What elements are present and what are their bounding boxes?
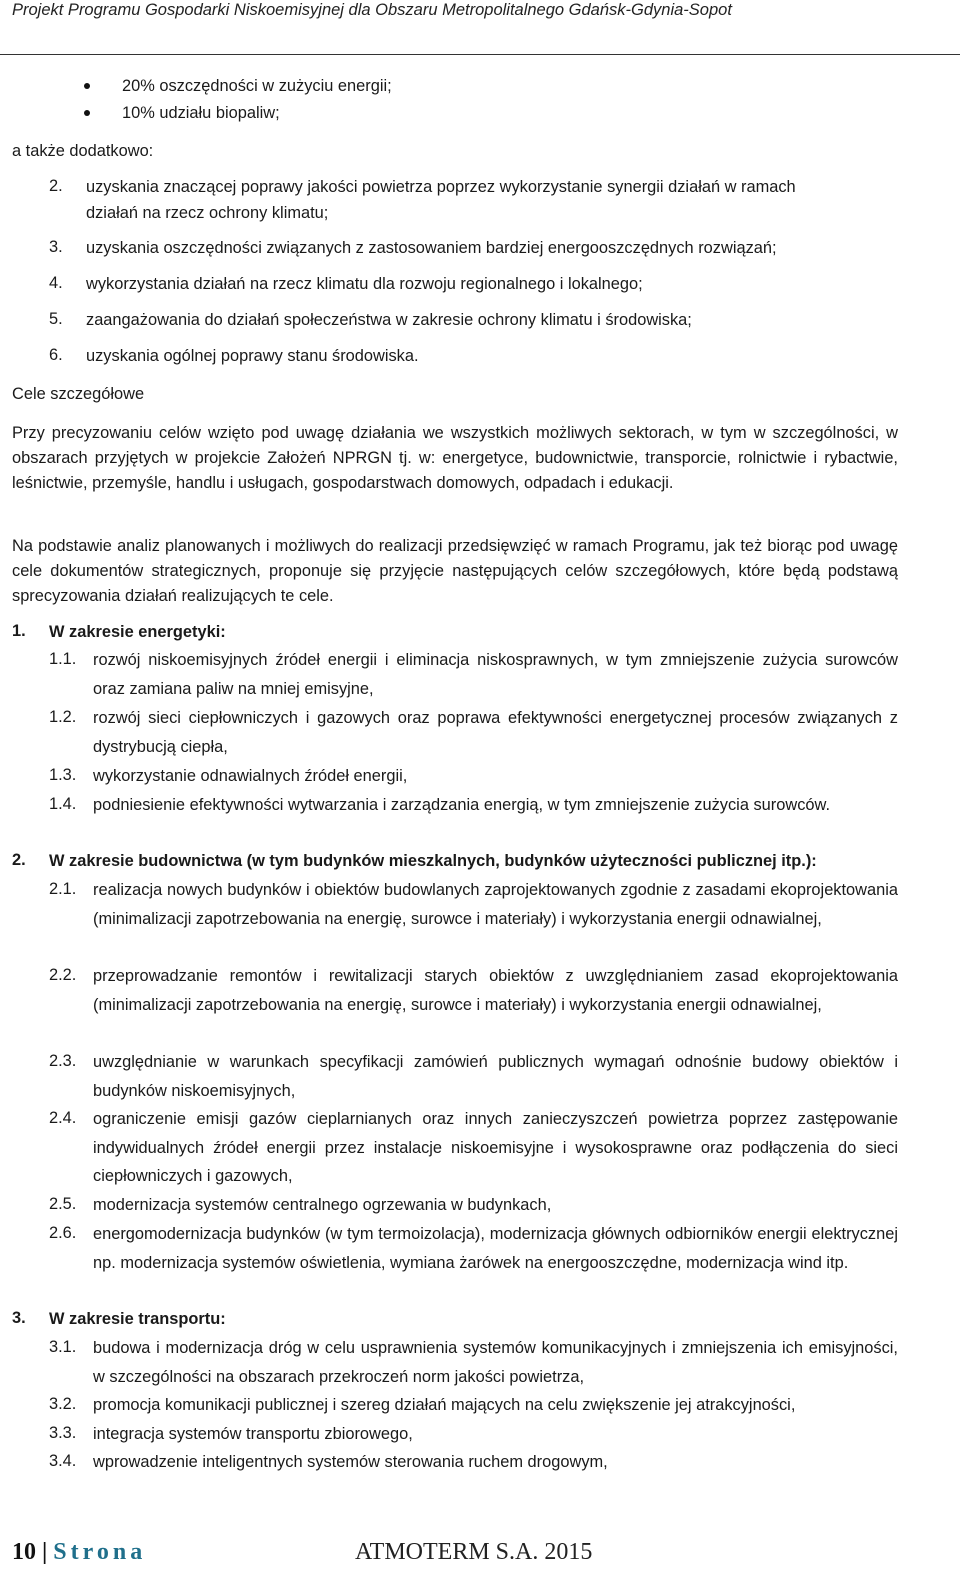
subgoal-text: integracja systemów transportu zbiorowego, [93,1425,413,1443]
subgoal-number: 1.1. [49,650,77,668]
bullet-dot [84,83,90,89]
subgoal-text: budowa i modernizacja dróg w celu usprawnienia systemów komunikacyjnych i zmniejszenia ich emisyjności, w szczególności na obszarach przekroczeń norm jakości powietrza, [93,1339,898,1386]
subgoal-text: rozwój niskoemisyjnych źródeł energii i eliminacja niskosprawnych, w tym zmniejszenie zużycia surowców oraz zamiana paliw na mniej emisyjne, [93,651,898,698]
subgoal-text: wykorzystanie odnawialnych źródeł energii, [93,767,408,785]
subgoal-text: rozwój sieci ciepłowniczych i gazowych oraz poprawa efektywności energetycznej procesów związanych z dystrybucją ciepła, [93,709,898,756]
list-item: uzyskania znaczącej poprawy jakości powietrza poprzez wykorzystanie synergii działań w ramach [86,178,796,196]
subgoal-number: 2.6. [49,1224,77,1242]
subgoal-number: 1.3. [49,766,77,784]
bullet-item: 10% udziału biopaliw; [122,104,280,122]
header-title: Projekt Programu Gospodarki Niskoemisyjnej dla Obszaru Metropolitalnego Gdańsk-Gdynia-Sopot [12,1,732,19]
paragraph: Na podstawie analiz planowanych i możliwych do realizacji przedsięwzięć w ramach Programu, jak też biorąc pod uwagę cele dokumentów strategicznych, proponuje się przyjęcie następujących celów szczegółowych, które będą podstawą sprecyzowania działań realizujących te cele. [12,537,898,605]
list-item: wykorzystania działań na rzecz klimatu dla rozwoju regionalnego i lokalnego; [86,275,643,293]
list-number: 2. [49,177,63,195]
subgoal-text: przeprowadzanie remontów i rewitalizacji starych obiektów z uwzględnianiem zasad ekoprojektowania (minimalizacji zapotrzebowania na energię, surowce i materiały) i wykorzystania energii odnawialnej, [93,967,898,1014]
paragraph: Przy precyzowaniu celów wzięto pod uwagę działania we wszystkich możliwych sektorach, w tym w szczególności, w obszarach przyjętych w projekcie Założeń NPRGN tj. w: energetyce, budownictwie, transporcie, rolnictwie i rybactwie, leśnictwie, przemyśle, handlu i usługach, gospodarstwach domowych, odpadach i edukacji. [12,424,898,492]
subgoal-number: 3.3. [49,1424,77,1442]
subgoal-number: 3.1. [49,1338,77,1356]
subgoal-number: 2.4. [49,1109,77,1127]
subgoal-number: 2.3. [49,1052,77,1070]
subgoal-text: realizacja nowych budynków i obiektów budowlanych zaprojektowanych zgodnie z zasadami ekoprojektowania (minimalizacji zapotrzebowania na energię, surowce i materiały) i wykorzystania energii odnawialnej, [93,881,898,928]
subgoal-number: 3.4. [49,1452,77,1470]
header-divider [0,54,960,55]
subgoal-number: 1.4. [49,795,77,813]
list-number: 4. [49,274,63,292]
bullet-dot [84,110,90,116]
list-item-continuation: działań na rzecz ochrony klimatu; [86,204,329,222]
page-number: 10 [12,1539,36,1565]
subgoal-text: uwzględnianie w warunkach specyfikacji zamówień publicznych wymagań odnośnie budowy obiektów i budynków niskoemisyjnych, [93,1053,898,1100]
goal-title: W zakresie budownictwa (w tym budynków mieszkalnych, budynków użyteczności publicznej itp.): [49,852,817,870]
list-item: uzyskania oszczędności związanych z zastosowaniem bardziej energooszczędnych rozwiązań; [86,239,777,257]
goal-title: W zakresie transportu: [49,1310,226,1328]
subgoal-text: podniesienie efektywności wytwarzania i zarządzania energią, w tym zmniejszenie zużycia surowców. [93,796,831,814]
footer-company: ATMOTERM S.A. 2015 [355,1539,593,1565]
bullet-item: 20% oszczędności w zużyciu energii; [122,77,392,95]
subgoal-number: 1.2. [49,708,77,726]
subgoal-number: 2.1. [49,880,77,898]
subgoal-text: wprowadzenie inteligentnych systemów sterowania ruchem drogowym, [93,1453,608,1471]
running-header [0,0,960,32]
page-footer [0,1535,960,1575]
page-number-label [12,1539,146,1566]
goal-number: 3. [12,1309,26,1327]
goal-number: 1. [12,622,26,640]
footer-separator: | [42,1539,48,1565]
section-title: Cele szczegółowe [12,385,145,403]
goal-number: 2. [12,851,26,869]
list-number: 3. [49,238,63,256]
page-word: Strona [53,1539,147,1565]
list-number: 6. [49,346,63,364]
list-item: uzyskania ogólnej poprawy stanu środowiska. [86,347,419,365]
subgoal-text: ograniczenie emisji gazów cieplarnianych oraz innych zanieczyszczeń powietrza poprzez zastępowanie indywidualnych źródeł energii przez instalacje niskoemisyjne i wysokosprawne oraz podłączenia do sieci ciepłowniczych i gazowych, [93,1110,898,1185]
subgoal-number: 2.2. [49,966,77,984]
subgoal-number: 3.2. [49,1395,77,1413]
subgoal-number: 2.5. [49,1195,77,1213]
list-item: zaangażowania do działań społeczeństwa w zakresie ochrony klimatu i środowiska; [86,311,692,329]
also-label: a także dodatkowo: [12,142,154,160]
list-number: 5. [49,310,63,328]
subgoal-text: energomodernizacja budynków (w tym termoizolacja), modernizacja głównych odbiorników energii elektrycznej np. modernizacja systemów oświetlenia, wymiana żarówek na energooszczędne, modernizacja wind itp. [93,1225,898,1272]
subgoal-text: promocja komunikacji publicznej i szereg działań mających na celu zwiększenie jej atrakcyjności, [93,1396,796,1414]
subgoal-text: modernizacja systemów centralnego ogrzewania w budynkach, [93,1196,552,1214]
goal-title: W zakresie energetyki: [49,623,226,641]
